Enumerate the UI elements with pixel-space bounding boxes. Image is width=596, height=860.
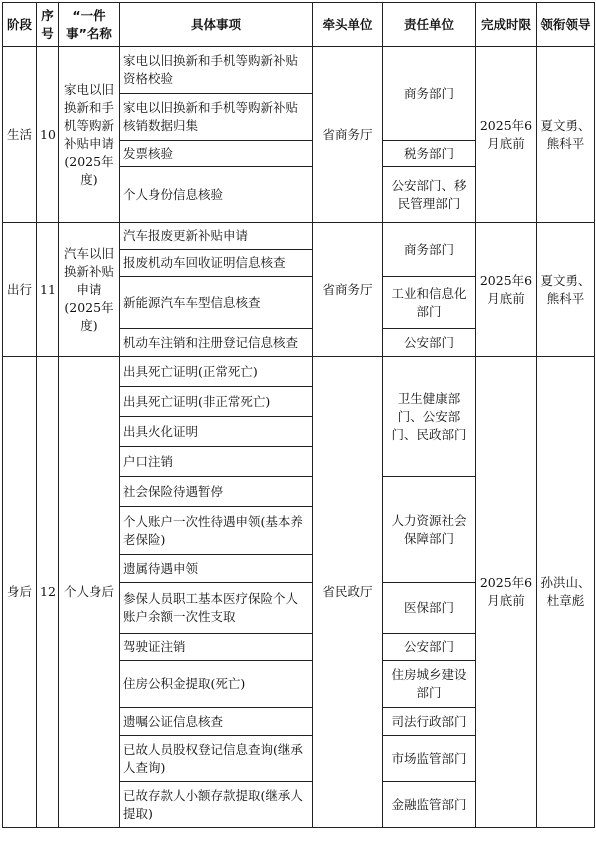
lead-cell: 省商务厅 xyxy=(313,223,383,357)
resp-cell: 卫生健康部门、公安部门、民政部门 xyxy=(383,357,476,477)
name-cell: 汽车以旧换新补贴申请(2025年度) xyxy=(59,223,120,357)
resp-cell: 金融监管部门 xyxy=(383,782,476,828)
item-cell: 出具死亡证明(非正常死亡) xyxy=(120,387,313,417)
item-cell: 个人身份信息核验 xyxy=(120,167,313,223)
item-cell: 参保人员职工基本医疗保险个人账户余额一次性支取 xyxy=(120,583,313,634)
resp-cell: 住房城乡建设部门 xyxy=(383,661,476,708)
item-cell: 户口注销 xyxy=(120,447,313,477)
lead-cell: 省民政厅 xyxy=(313,357,383,828)
deadline-cell: 2025年6月底前 xyxy=(476,357,537,828)
lead-cell: 省商务厅 xyxy=(313,47,383,223)
header-item: 具体事项 xyxy=(120,3,313,47)
item-cell: 出具火化证明 xyxy=(120,417,313,447)
resp-cell: 医保部门 xyxy=(383,583,476,634)
table-row xyxy=(3,357,595,387)
header-deadline: 完成时限 xyxy=(476,3,537,47)
item-cell: 遗属待遇申领 xyxy=(120,555,313,583)
resp-cell: 商务部门 xyxy=(383,47,476,141)
stage-cell: 出行 xyxy=(3,223,37,357)
item-cell: 家电以旧换新和手机等购新补贴核销数据归集 xyxy=(120,94,313,141)
item-cell: 机动车注销和注册登记信息核查 xyxy=(120,329,313,357)
header-leader: 领衔领导 xyxy=(537,3,595,47)
item-cell: 已故存款人小额存款提取(继承人提取) xyxy=(120,782,313,828)
item-cell: 社会保险待遇暂停 xyxy=(120,477,313,507)
leader-cell: 孙洪山、杜章彪 xyxy=(537,357,595,828)
item-cell: 报废机动车回收证明信息核查 xyxy=(120,250,313,277)
table-row xyxy=(3,47,595,94)
header-lead: 牵头单位 xyxy=(313,3,383,47)
item-cell: 住房公积金提取(死亡) xyxy=(120,661,313,708)
resp-cell: 公安部门、移民管理部门 xyxy=(383,167,476,223)
stage-cell: 身后 xyxy=(3,357,37,828)
leader-cell: 夏文勇、熊科平 xyxy=(537,47,595,223)
item-cell: 驾驶证注销 xyxy=(120,634,313,661)
resp-cell: 商务部门 xyxy=(383,223,476,277)
header-stage: 阶段 xyxy=(3,3,37,47)
seq-cell: 10 xyxy=(37,47,59,223)
header-name: “一件事”名称 xyxy=(59,3,120,47)
item-cell: 遗嘱公证信息核查 xyxy=(120,708,313,736)
item-cell: 汽车报废更新补贴申请 xyxy=(120,223,313,250)
resp-cell: 市场监管部门 xyxy=(383,736,476,782)
item-cell: 个人账户一次性待遇申领(基本养老保险) xyxy=(120,507,313,555)
resp-cell: 公安部门 xyxy=(383,329,476,357)
name-cell: 个人身后 xyxy=(59,357,120,828)
resp-cell: 公安部门 xyxy=(383,634,476,661)
header-row xyxy=(3,3,595,47)
item-cell: 出具死亡证明(正常死亡) xyxy=(120,357,313,387)
item-cell: 家电以旧换新和手机等购新补贴资格校验 xyxy=(120,47,313,94)
name-cell: 家电以旧换新和手机等购新补贴申请(2025年度) xyxy=(59,47,120,223)
item-cell: 已故人员股权登记信息查询(继承人查询) xyxy=(120,736,313,782)
deadline-cell: 2025年6月底前 xyxy=(476,223,537,357)
resp-cell: 司法行政部门 xyxy=(383,708,476,736)
item-cell: 发票核验 xyxy=(120,141,313,167)
leader-cell: 夏文勇、熊科平 xyxy=(537,223,595,357)
resp-cell: 工业和信息化部门 xyxy=(383,277,476,329)
header-resp: 责任单位 xyxy=(383,3,476,47)
seq-cell: 12 xyxy=(37,357,59,828)
header-seq: 序号 xyxy=(37,3,59,47)
task-table xyxy=(2,2,595,828)
table-row xyxy=(3,223,595,250)
deadline-cell: 2025年6月底前 xyxy=(476,47,537,223)
item-cell: 新能源汽车车型信息核查 xyxy=(120,277,313,329)
stage-cell: 生活 xyxy=(3,47,37,223)
resp-cell: 税务部门 xyxy=(383,141,476,167)
resp-cell: 人力资源社会保障部门 xyxy=(383,477,476,583)
seq-cell: 11 xyxy=(37,223,59,357)
